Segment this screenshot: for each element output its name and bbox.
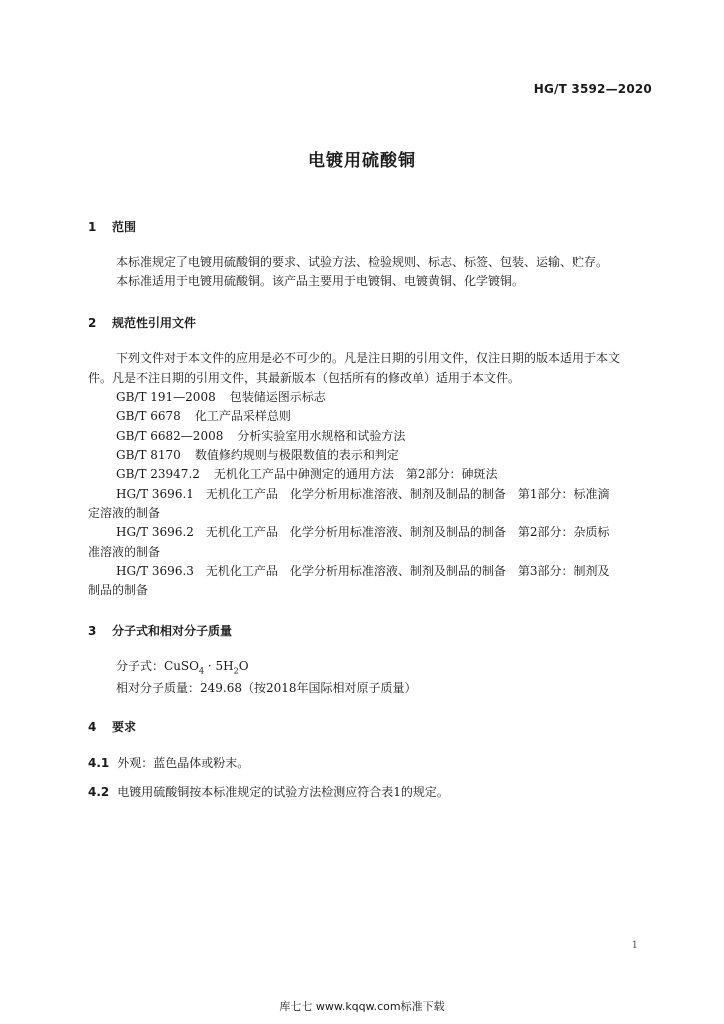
formula-label: 分子式： xyxy=(116,659,165,673)
formula-subscript: 4 xyxy=(198,666,205,676)
section-number: 1 xyxy=(88,220,97,234)
reference-item-line-2: 定溶液的制备 xyxy=(88,506,161,520)
formula-part: · 5H xyxy=(204,659,234,673)
relative-molecular-mass: 相对分子质量：249.68（按2018年国际相对原子质量） xyxy=(116,681,417,695)
reference-name: 化工产品采样总则 xyxy=(194,409,291,423)
section-number: 3 xyxy=(88,624,97,638)
standard-number: HG/T 3592—2020 xyxy=(533,82,652,96)
scope-paragraph-2: 本标准适用于电镀用硫酸铜。该产品主要用于电镀铜、电镀黄铜、化学镀铜。 xyxy=(116,274,525,288)
reference-name: 包装储运图示标志 xyxy=(229,390,326,404)
section-1-heading xyxy=(88,218,136,235)
document-title: 电镀用硫酸铜 xyxy=(308,151,416,171)
section-number: 2 xyxy=(88,316,97,330)
molecular-formula xyxy=(116,658,654,679)
reference-code: GB/T 23947.2 xyxy=(116,467,200,481)
reference-item xyxy=(116,428,654,444)
formula-subscript: 2 xyxy=(233,666,239,676)
clause-4-2 xyxy=(88,784,654,800)
reference-item xyxy=(116,389,654,405)
reference-item xyxy=(116,408,654,424)
section-2-heading xyxy=(88,314,196,331)
reference-item-line-2: 制品的制备 xyxy=(88,583,149,597)
clause-text: 外观：蓝色晶体或粉末。 xyxy=(117,756,250,770)
clause-number: 4.2 xyxy=(88,785,110,799)
clause-4-1 xyxy=(88,755,654,771)
reference-item xyxy=(116,466,654,482)
reference-item-line-2: 准溶液的制备 xyxy=(88,545,161,559)
reference-code: GB/T 191—2008 xyxy=(116,390,216,404)
section-3-heading xyxy=(88,622,232,639)
reference-item xyxy=(116,447,654,463)
section-title: 要求 xyxy=(112,720,137,734)
references-intro-line-2: 件。凡是不注日期的引用文件，其最新版本（包括所有的修改单）适用于本文件。 xyxy=(88,371,521,385)
clause-text: 电镀用硫酸铜按本标准规定的试验方法检测应符合表1的规定。 xyxy=(117,785,449,799)
reference-code: GB/T 8170 xyxy=(116,448,181,462)
section-title: 分子式和相对分子质量 xyxy=(112,624,233,638)
clause-number: 4.1 xyxy=(88,756,110,770)
reference-code: GB/T 6678 xyxy=(116,409,181,423)
scope-paragraph-1: 本标准规定了电镀用硫酸铜的要求、试验方法、检验规则、标志、标签、包装、运输、贮存。 xyxy=(116,255,609,269)
section-title: 范围 xyxy=(112,220,137,234)
formula-part: O xyxy=(238,659,249,673)
reference-name: 分析实验室用水规格和试验方法 xyxy=(237,429,406,443)
reference-item-line-1: HG/T 3696.2 无机化工产品 化学分析用标准溶液、制剂及制品的制备 第2部分：杂质标 xyxy=(116,525,610,539)
reference-name: 数值修约规则与极限数值的表示和判定 xyxy=(194,448,399,462)
page-number: 1 xyxy=(631,940,638,951)
formula-part: CuSO xyxy=(164,659,199,673)
reference-item-line-1: HG/T 3696.3 无机化工产品 化学分析用标准溶液、制剂及制品的制备 第3部分：制剂及 xyxy=(116,564,610,578)
reference-item-line-1: HG/T 3696.1 无机化工产品 化学分析用标准溶液、制剂及制品的制备 第1部分：标准滴 xyxy=(116,487,610,501)
reference-name: 无机化工产品中砷测定的通用方法 第2部分：砷斑法 xyxy=(213,467,498,481)
references-intro-line-1: 下列文件对于本文件的应用是必不可少的。凡是注日期的引用文件，仅注日期的版本适用于本文 xyxy=(116,351,621,365)
download-site-watermark: 库七七 www.kqqw.com标准下载 xyxy=(279,1000,445,1013)
section-number: 4 xyxy=(88,720,97,734)
section-title: 规范性引用文件 xyxy=(112,316,197,330)
section-4-heading xyxy=(88,718,136,735)
reference-code: GB/T 6682—2008 xyxy=(116,429,224,443)
